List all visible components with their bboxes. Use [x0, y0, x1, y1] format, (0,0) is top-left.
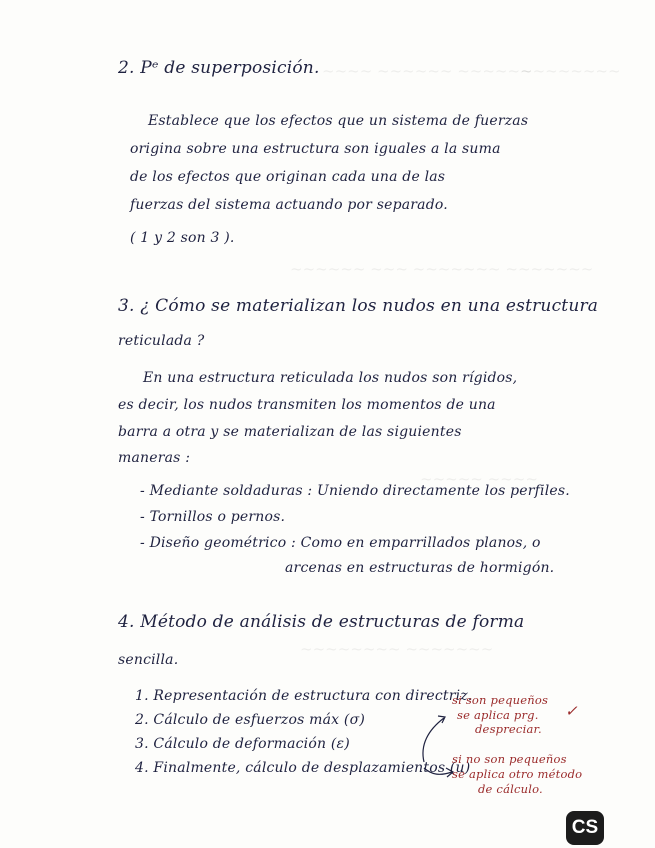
bullet-item-continued: arcenas en estructuras de hormigón. — [285, 560, 555, 576]
section-3-heading-2: reticulada ? — [118, 333, 205, 349]
bullet-item: - Tornillos o pernos. — [140, 509, 286, 525]
section-4-heading-1: 4. Método de análisis de estructuras de forma — [118, 612, 525, 632]
section-2-line-1: Establece que los efectos que un sistema de fuerzas — [148, 113, 529, 129]
section-3-line-4: maneras : — [118, 450, 191, 466]
bullet-item: - Mediante soldaduras : Uniendo directamente los perfiles. — [140, 483, 570, 499]
section-3-line-1: En una estructura reticulada los nudos son rígidos, — [143, 370, 518, 386]
bullet-item: - Diseño geométrico : Como en emparrillados planos, o — [140, 535, 541, 551]
section-3-heading-1: 3. ¿ Cómo se materializan los nudos en una estructura — [118, 296, 599, 316]
section-3-line-3: barra a otra y se materializan de las siguientes — [118, 424, 462, 440]
note-top-line-1: si son pequeños — [452, 693, 549, 707]
note-top-line-2: se aplica prg. — [457, 708, 539, 722]
bleed-through-text: ~~~~~~~~ — [520, 62, 621, 80]
note-bottom-line-1: si no son pequeños — [452, 752, 567, 766]
section-2-line-2: origina sobre una estructura son iguales a la suma — [130, 141, 501, 157]
bleed-through-text: ~~~~~~~~ ~~~~~~~ — [300, 640, 494, 658]
note-top-line-3: despreciar. — [475, 722, 542, 736]
check-mark-icon: ✓ — [565, 702, 578, 720]
bleed-through-text: ~~~~~ ~~~~ — [420, 470, 538, 488]
step-item: 3. Cálculo de deformación (ε) — [135, 736, 350, 752]
section-2-line-5: ( 1 y 2 son 3 ). — [130, 230, 235, 246]
section-2-line-4: fuerzas del sistema actuando por separado. — [130, 197, 448, 213]
bleed-through-text: ~~~~ ~~~~~~ ~~~~~~ — [322, 62, 533, 80]
note-bottom-line-3: de cálculo. — [478, 782, 543, 796]
note-bottom-line-2: se aplica otro método — [452, 767, 583, 781]
scanner-app-logo: CS — [566, 811, 604, 845]
step-item: 2. Cálculo de esfuerzos máx (σ) — [135, 712, 365, 728]
step-item: 1. Representación de estructura con directriz. — [135, 688, 473, 704]
step-item: 4. Finalmente, cálculo de desplazamientos (u) — [135, 760, 471, 776]
section-2-line-3: de los efectos que originan cada una de las — [130, 169, 446, 185]
bleed-through-text: ~~~~~~ ~~~ ~~~~~~~ ~~~~~~~ — [290, 260, 594, 278]
section-2-heading: 2. Pᵉ de superposición. — [118, 58, 320, 78]
section-3-line-2: es decir, los nudos transmiten los momentos de una — [118, 397, 496, 413]
section-4-heading-2: sencilla. — [118, 652, 179, 668]
